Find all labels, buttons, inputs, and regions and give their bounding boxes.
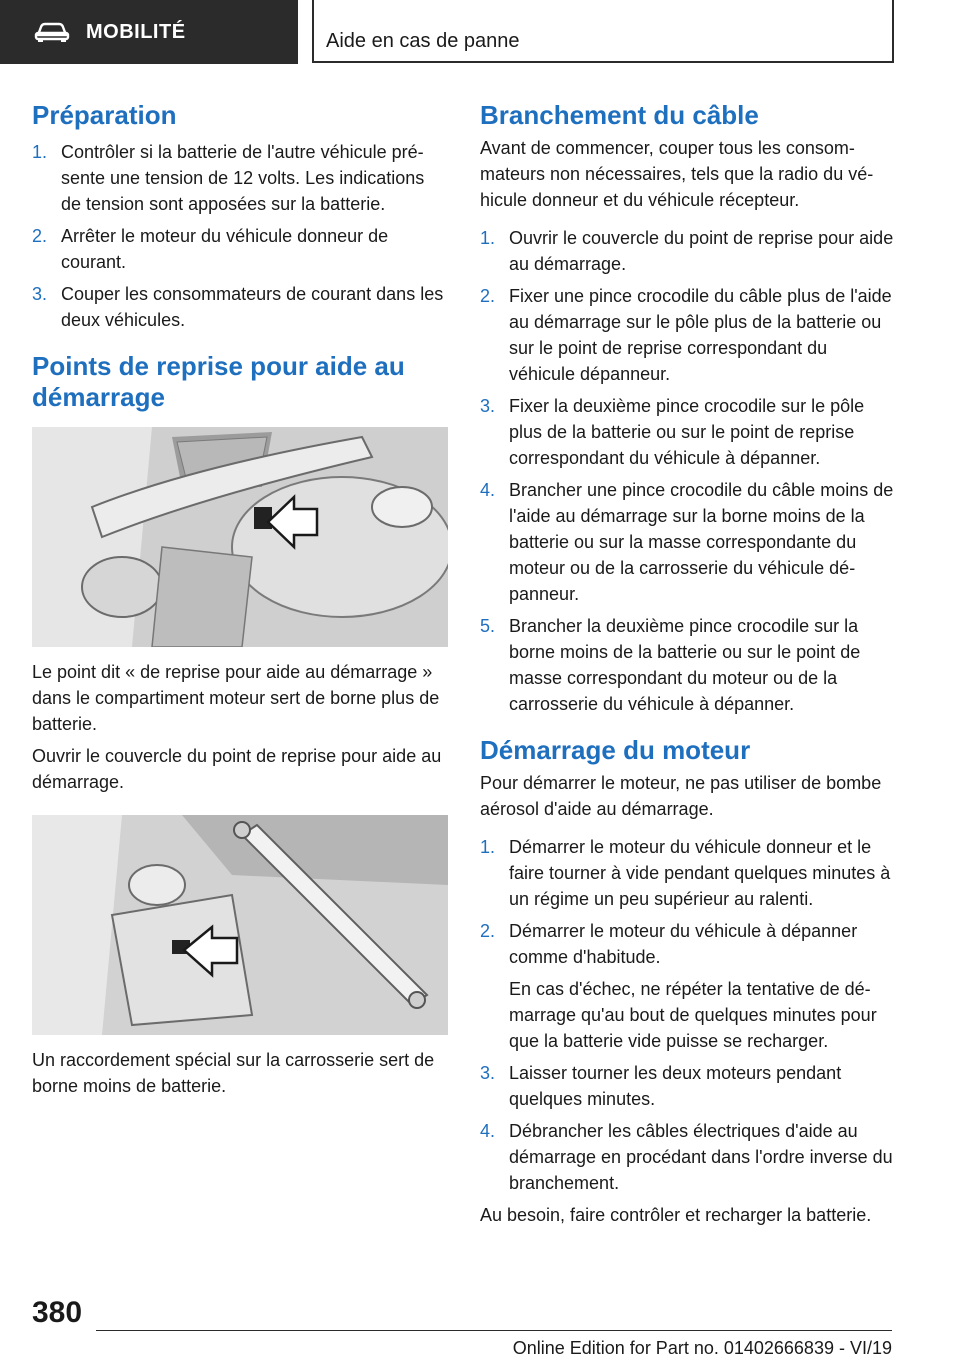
- list-item: [480, 225, 896, 277]
- list-item: [480, 283, 896, 387]
- engine-start-heading: Démarrage du moteur: [480, 735, 751, 765]
- step-number: 2.: [480, 286, 496, 306]
- step-text: Démarrer le moteur du véhicule à dépanner comme d'habitude.: [509, 921, 858, 967]
- step-number: 3.: [480, 396, 496, 416]
- figure1-note: Ouvrir le couvercle du point de reprise pour aide au démarrage.: [32, 746, 442, 792]
- page-number: 380: [32, 1296, 83, 1329]
- list-item: [32, 281, 448, 333]
- car-icon: [34, 21, 70, 43]
- step-number: 1.: [480, 228, 496, 248]
- step-number: 2.: [32, 226, 48, 246]
- engine-start-intro: Pour démarrer le moteur, ne pas utiliser de bombe aérosol d'aide au démarrage.: [480, 773, 882, 819]
- list-item: [480, 613, 896, 717]
- preparation-steps: [32, 139, 448, 333]
- step-number: 4.: [480, 1121, 496, 1141]
- section-title: MOBILITÉ: [86, 20, 186, 43]
- step-text: Arrêter le moteur du véhicule donneur de courant.: [61, 226, 389, 272]
- step-text: Ouvrir le couvercle du point de reprise pour aide au démarrage.: [509, 228, 894, 274]
- list-item: [480, 834, 896, 912]
- list-item: [480, 918, 896, 1054]
- list-item: [32, 139, 448, 217]
- preparation-heading: Préparation: [32, 100, 177, 130]
- step-text: Brancher la deuxième pince crocodile sur la borne moins de la batterie ou sur le point de masse correspondant du moteur ou de la carrosserie du véhicule à dépanner.: [509, 616, 861, 714]
- cable-intro: Avant de commencer, couper tous les consommateurs non nécessaires, tels que la radio du véhicule donneur et du véhicule récepteur.: [480, 138, 874, 210]
- list-item: [480, 477, 896, 607]
- figure1-caption: Le point dit « de reprise pour aide au démarrage » dans le compartiment moteur sert de borne plus de batterie.: [32, 662, 440, 734]
- step-number: 1.: [480, 837, 496, 857]
- right-column: [480, 100, 896, 1228]
- step-text: Laisser tourner les deux moteurs pendant quelques minutes.: [509, 1063, 842, 1109]
- engine-start-steps: [480, 834, 896, 1196]
- list-item: [32, 223, 448, 275]
- ground-point-illustration: [32, 815, 448, 1035]
- jump-points-heading: Points de reprise pour aide au démarrage: [32, 351, 405, 412]
- step-number: 3.: [32, 284, 48, 304]
- figure2-caption: Un raccordement spécial sur la carrosserie sert de borne moins de batterie.: [32, 1050, 435, 1096]
- left-column: [32, 100, 448, 1099]
- step-number: 4.: [480, 480, 496, 500]
- step-number: 2.: [480, 921, 496, 941]
- step-text: Démarrer le moteur du véhicule donneur et le faire tourner à vide pendant quelques minutes à un régime un peu supérieur au ralenti.: [509, 837, 891, 909]
- step-text: Fixer une pince crocodile du câble plus de l'aide au démarrage sur le pôle plus de la batterie ou sur le point de reprise correspondant du véhicule dépanneur.: [509, 286, 892, 384]
- step-text: Fixer la deuxième pince crocodile sur le pôle plus de la batterie ou sur le point de reprise correspondant du véhicule à dépanner.: [509, 396, 865, 468]
- step-text: Brancher une pince crocodile du câble moins de l'aide au démarrage sur la borne moins de la batterie ou sur la masse correspondante du moteur ou de la carrosserie du véhicule dépanneur.: [509, 480, 894, 604]
- engine-start-outro: Au besoin, faire contrôler et recharger la batterie.: [480, 1205, 872, 1225]
- step-text: Débrancher les câbles électriques d'aide au démarrage en procédant dans l'ordre inverse du branchement.: [509, 1121, 893, 1193]
- section-header: [0, 0, 298, 64]
- chapter-header: [312, 0, 894, 63]
- list-item: [480, 1118, 896, 1196]
- engine-bay-minus-figure: [32, 815, 448, 1035]
- cable-steps: [480, 225, 896, 717]
- engine-bay-plus-figure: [32, 427, 448, 647]
- step-number: 3.: [480, 1063, 496, 1083]
- step-number: 5.: [480, 616, 496, 636]
- step-text: Couper les consommateurs de courant dans les deux véhicules.: [61, 284, 444, 330]
- step-number: 1.: [32, 142, 48, 162]
- cable-heading: Branchement du câble: [480, 100, 759, 130]
- list-item: [480, 393, 896, 471]
- list-item: [480, 1060, 896, 1112]
- footer-rule: [96, 1330, 892, 1331]
- step-text: Contrôler si la batterie de l'autre véhicule présente une tension de 12 volts. Les indications de tension sont apposées sur la batterie.: [61, 142, 425, 214]
- engine-bay-illustration: [32, 427, 448, 647]
- chapter-title: Aide en cas de panne: [326, 30, 520, 52]
- edition-note: Online Edition for Part no. 01402666839 - VI/19: [512, 1338, 892, 1358]
- step-subnote: En cas d'échec, ne répéter la tentative de démarrage qu'au bout de quelques minutes pour que la batterie vide puisse se recharger.: [509, 979, 877, 1051]
